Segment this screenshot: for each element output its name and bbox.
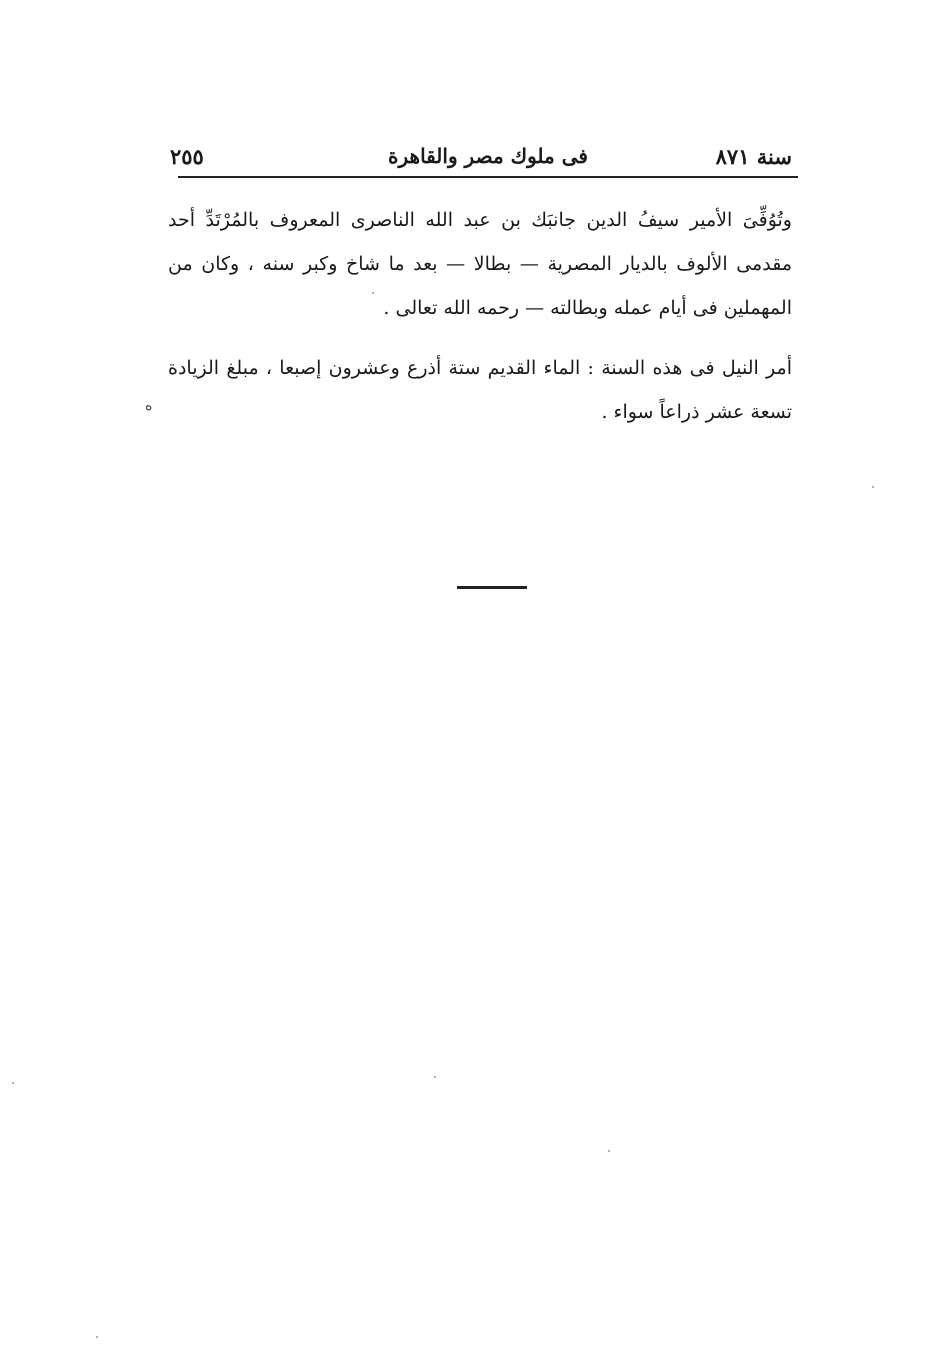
paragraph-text: وتُوُفِّىَ الأمير سيفُ الدين جانبَك بن عبد الله الناصرى المعروف بالمُرْتَدِّ أحد مقدمى الألوف بالديار المصرية — بطالا — بعد ما شاخ وكبر سنه ، وكان من المهملين فى أيام عمله وبطالته — رحمه الله تعالى .	[168, 209, 792, 319]
paper-speck	[872, 486, 874, 488]
header-rule	[178, 176, 798, 178]
header-year: سنة ٨٧١	[715, 144, 792, 169]
paragraph-nile	[168, 346, 792, 434]
paragraph-obituary	[168, 198, 792, 330]
page-number: ٢٥٥	[170, 144, 204, 169]
header-title: فى ملوك مصر والقاهرة	[388, 144, 588, 168]
paper-speck	[434, 1076, 436, 1078]
section-end-rule	[457, 586, 527, 589]
running-header	[170, 140, 798, 176]
paragraph-text: أمر النيل فى هذه السنة : الماء القديم ستة أذرع وعشرون إصبعا ، مبلغ الزيادة تسعة عشر ذراعاً سواء .	[168, 357, 792, 423]
paper-speck	[12, 1082, 14, 1084]
paper-speck	[372, 292, 374, 294]
paper-speck	[608, 1150, 610, 1152]
margin-mark: ه	[145, 398, 153, 414]
paper-speck	[96, 1336, 98, 1338]
